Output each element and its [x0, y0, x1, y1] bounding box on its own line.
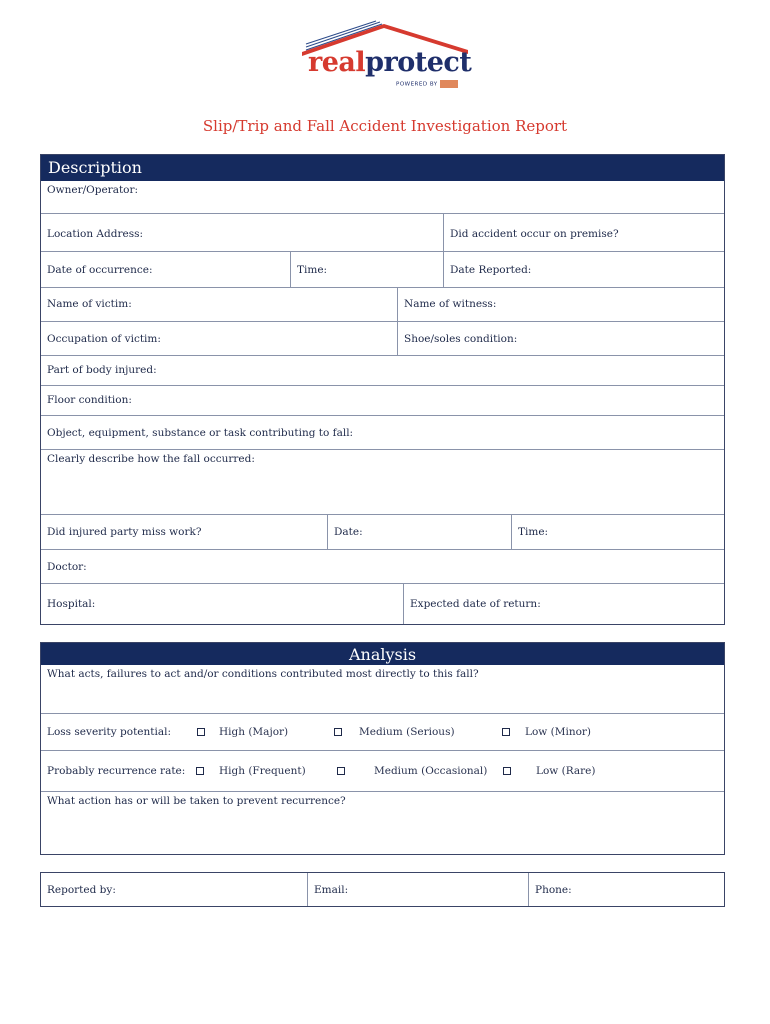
row-miss-work	[41, 514, 724, 549]
severity-low-label: Low (Minor)	[525, 726, 592, 738]
row-acts	[41, 665, 724, 713]
return-cell	[403, 584, 724, 624]
severity-medium-label: Medium (Serious)	[359, 726, 455, 738]
acts-failures-field[interactable]: What acts, failures to act and/or conditions contributed most directly to this fall?	[47, 668, 479, 680]
shoe-cell	[397, 322, 724, 355]
date-reported-cell	[443, 252, 724, 287]
row-doctor	[41, 549, 724, 583]
time-cell	[290, 252, 443, 287]
shoe-soles-condition-field[interactable]: Shoe/soles condition:	[404, 333, 518, 345]
partner-badge-icon	[440, 80, 458, 88]
date-of-occurrence-field[interactable]: Date of occurrence:	[47, 264, 153, 276]
row-object	[41, 415, 724, 449]
recurrence-low-checkbox[interactable]	[503, 767, 511, 775]
brand-part-real: real	[308, 47, 366, 78]
time-field[interactable]: Time:	[297, 264, 328, 276]
realprotect-logo	[300, 20, 470, 92]
row-location	[41, 213, 724, 251]
recurrence-medium-label: Medium (Occasional)	[374, 765, 488, 777]
row-floor	[41, 385, 724, 415]
miss-time-cell	[511, 515, 724, 549]
owner-operator-field[interactable]: Owner/Operator:	[47, 184, 139, 196]
row-body-part	[41, 355, 724, 385]
phone-cell	[528, 873, 724, 906]
on-premise-field[interactable]: Did accident occur on premise?	[450, 228, 619, 240]
row-owner	[41, 181, 724, 213]
brand-name	[308, 48, 471, 78]
phone-field[interactable]: Phone:	[535, 884, 572, 896]
loss-severity-label: Loss severity potential:	[47, 726, 171, 738]
miss-date-field[interactable]: Date:	[334, 526, 363, 538]
reporter-section	[40, 872, 725, 907]
severity-high-checkbox[interactable]	[197, 728, 205, 736]
object-equipment-field[interactable]: Object, equipment, substance or task contributing to fall:	[47, 427, 354, 439]
name-of-victim-field[interactable]: Name of victim:	[47, 298, 132, 310]
miss-work-field[interactable]: Did injured party miss work?	[47, 526, 202, 538]
action-taken-field[interactable]: What action has or will be taken to prevent recurrence?	[47, 795, 346, 807]
severity-high-label: High (Major)	[219, 726, 289, 738]
location-address-field[interactable]: Location Address:	[47, 228, 144, 240]
description-section	[40, 154, 725, 625]
severity-medium-checkbox[interactable]	[334, 728, 342, 736]
row-date	[41, 251, 724, 287]
row-victim	[41, 287, 724, 321]
recurrence-high-label: High (Frequent)	[219, 765, 306, 777]
miss-time-field[interactable]: Time:	[518, 526, 549, 538]
recurrence-rate-label: Probably recurrence rate:	[47, 765, 186, 777]
analysis-section	[40, 642, 725, 855]
row-describe	[41, 449, 724, 514]
recurrence-low-label: Low (Rare)	[536, 765, 596, 777]
row-action	[41, 791, 724, 854]
analysis-heading: Analysis	[41, 643, 724, 665]
reported-by-field[interactable]: Reported by:	[47, 884, 116, 896]
miss-date-cell	[327, 515, 511, 549]
severity-low-checkbox[interactable]	[502, 728, 510, 736]
brand-part-protect: protect	[365, 47, 472, 78]
floor-condition-field[interactable]: Floor condition:	[47, 394, 132, 406]
email-field[interactable]: Email:	[314, 884, 349, 896]
part-of-body-field[interactable]: Part of body injured:	[47, 364, 157, 376]
powered-by-label: POWERED BY	[396, 81, 438, 88]
recurrence-high-checkbox[interactable]	[196, 767, 204, 775]
date-reported-field[interactable]: Date Reported:	[450, 264, 532, 276]
occupation-of-victim-field[interactable]: Occupation of victim:	[47, 333, 161, 345]
doctor-field[interactable]: Doctor:	[47, 561, 87, 573]
name-of-witness-field[interactable]: Name of witness:	[404, 298, 497, 310]
row-recurrence	[41, 750, 724, 791]
row-reporter	[41, 873, 724, 906]
describe-fall-field[interactable]: Clearly describe how the fall occurred:	[47, 453, 255, 465]
witness-cell	[397, 288, 724, 321]
report-title: Slip/Trip and Fall Accident Investigation Report	[202, 117, 568, 135]
hospital-field[interactable]: Hospital:	[47, 598, 96, 610]
row-severity	[41, 713, 724, 750]
description-heading: Description	[41, 155, 724, 181]
recurrence-medium-checkbox[interactable]	[337, 767, 345, 775]
powered-by	[396, 80, 458, 88]
row-occupation	[41, 321, 724, 355]
row-hospital	[41, 583, 724, 624]
email-cell	[307, 873, 528, 906]
on-premise-cell	[443, 214, 724, 251]
expected-return-field[interactable]: Expected date of return:	[410, 598, 541, 610]
